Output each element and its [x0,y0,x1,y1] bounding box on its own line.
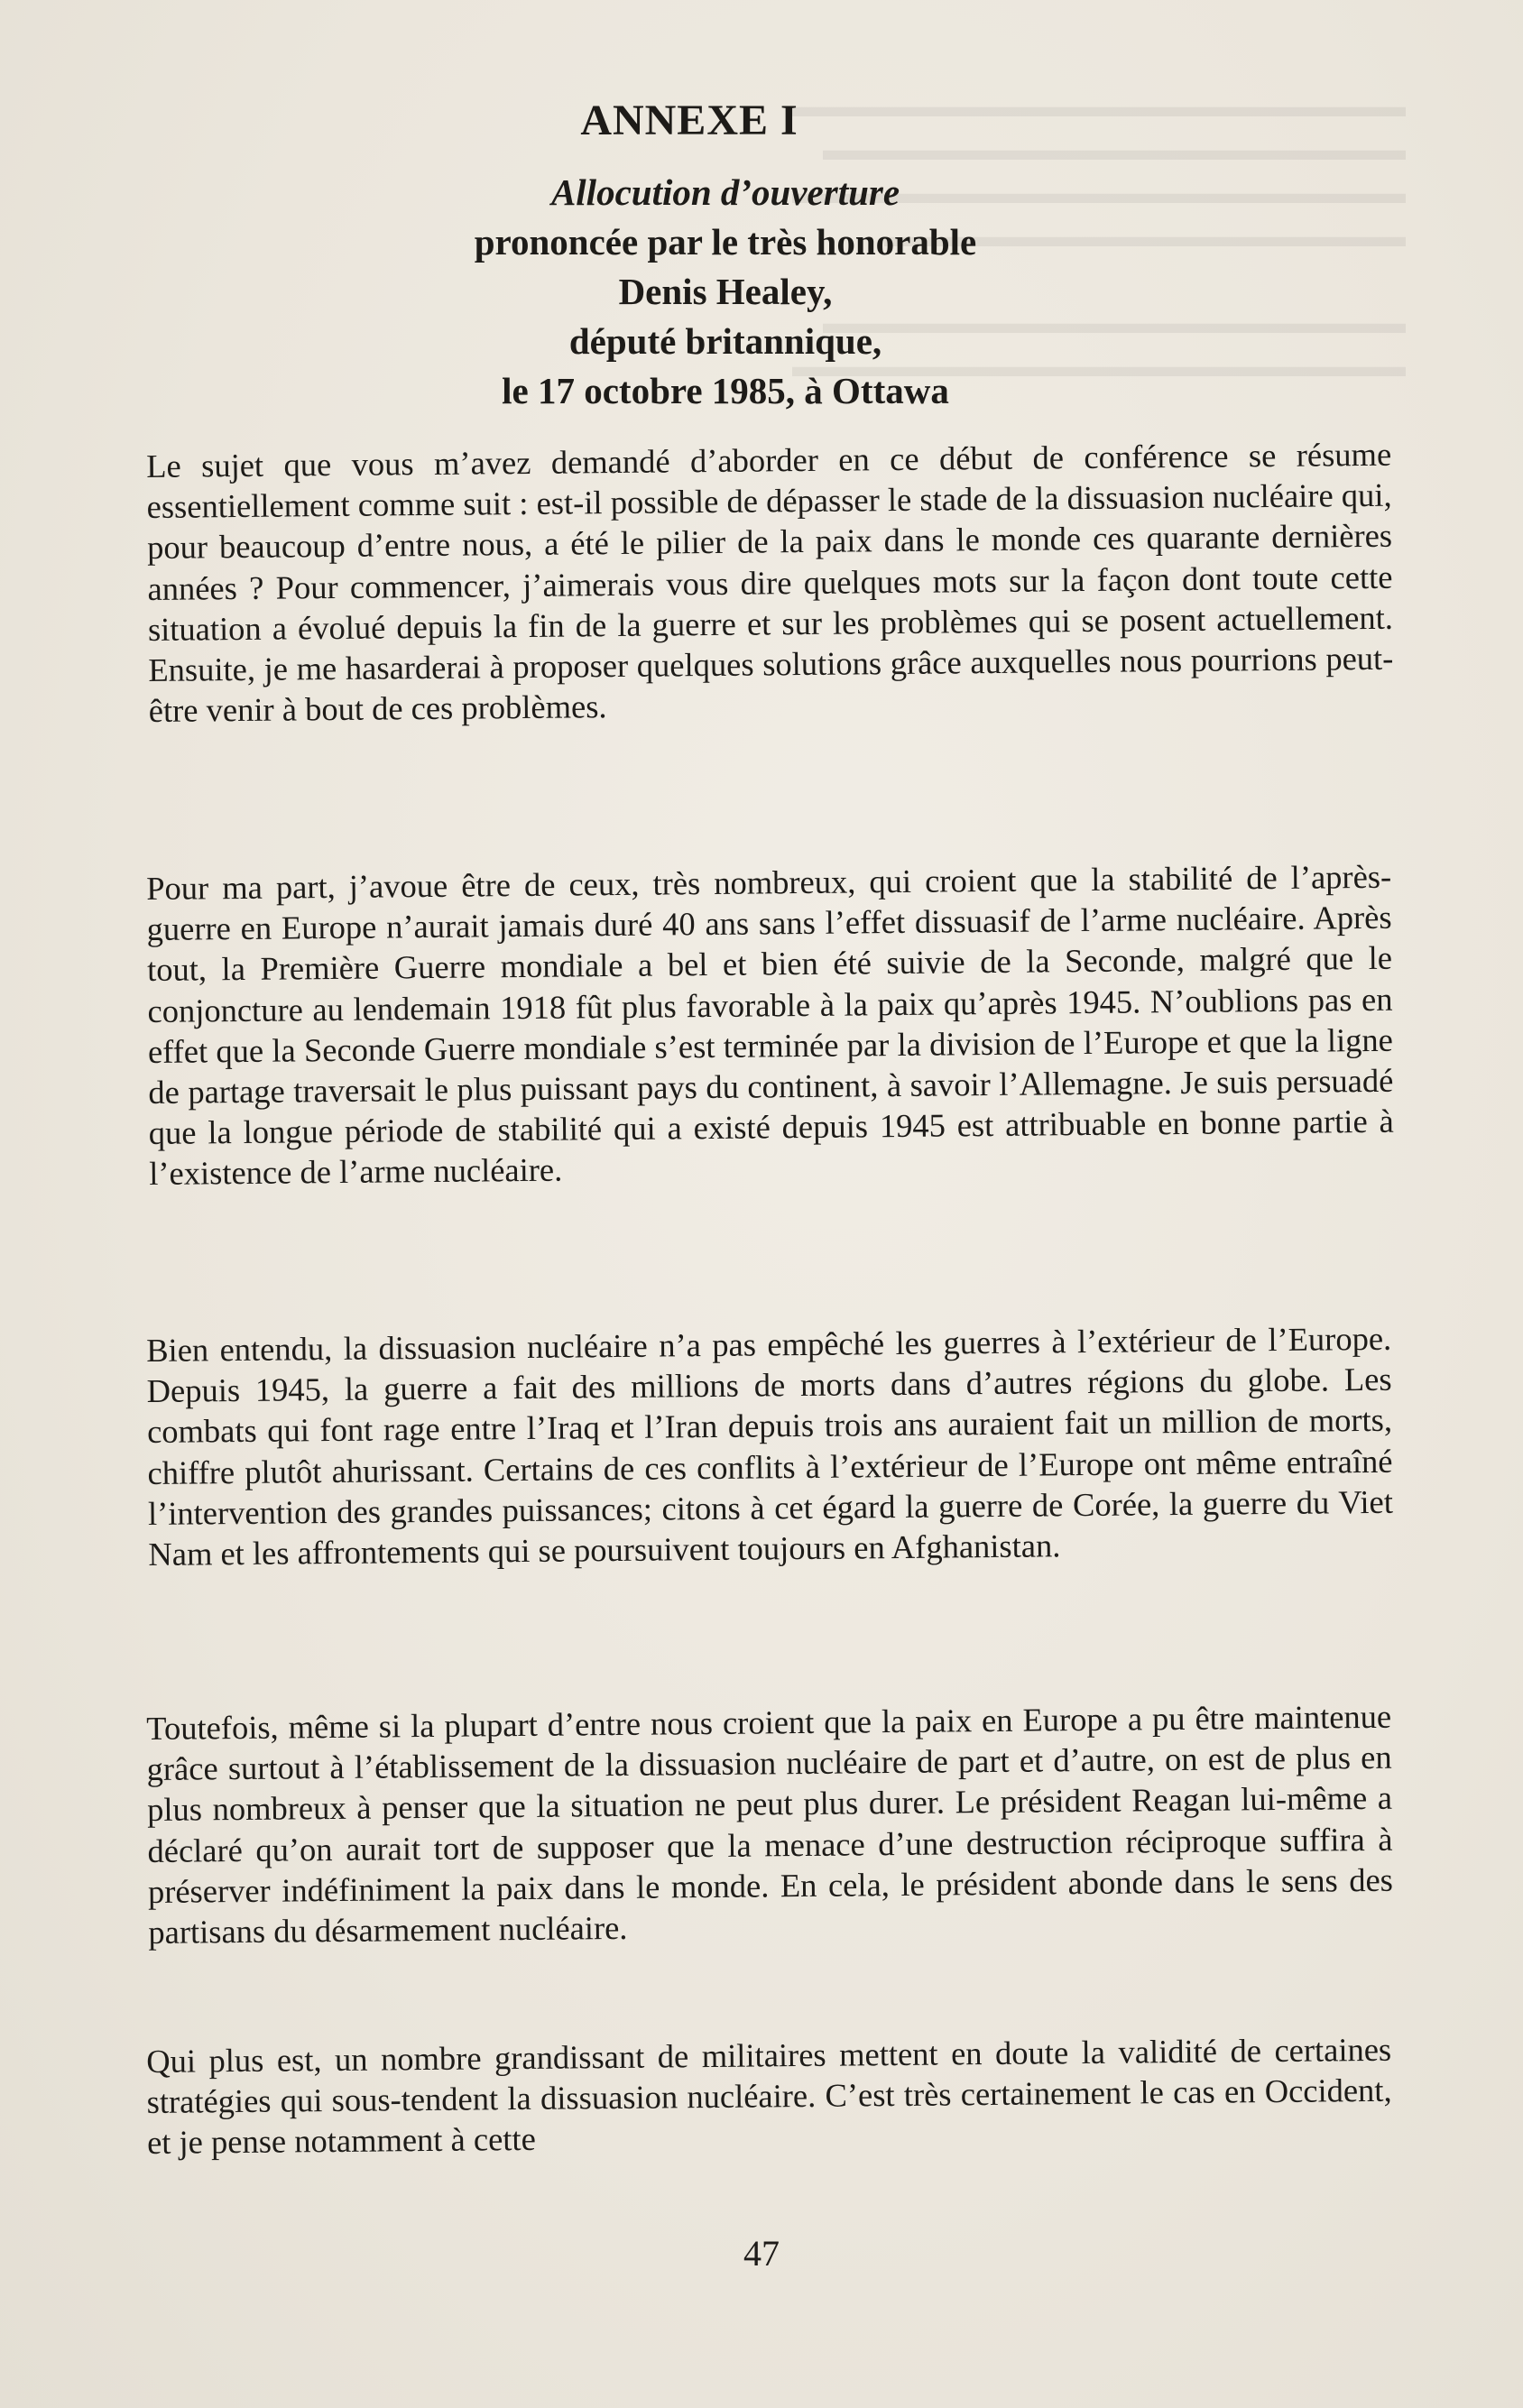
body-paragraph-4: Toutefois, même si la plupart d’entre nous croient que la paix en Europe a pu être maintenue grâce surtout à l’établissement de la dissuasion nucléaire de part et d’autre, on est de plus en plus nombreux à penser que la situation ne peut plus durer. Le président Reagan lui-même a déclaré qu’on aurait tort de supposer que la menace d’une destruction réciproque suffira à préserver indéfiniment la paix dans le monde. En cela, le président abonde dans le sens des partisans du désarmement nucléaire. [146,1697,1394,1951]
subtitle-line-2: prononcée par le très honorable [474,221,977,263]
body-paragraph-3: Bien entendu, la dissuasion nucléaire n’a pas empêché les guerres à l’extérieur de l’Europe. Depuis 1945, la guerre a fait des millions de morts dans d’autres régions du globe. Les combats qui font rage entre l’Iraq et l’Iran depuis trois ans auraient fait un million de morts, chiffre plutôt ahurissant. Certains de ces conflits à l’extérieur de l’Europe ont même entraîné l’intervention des grandes puissances; citons à cet égard la guerre de Corée, la guerre du Viet Nam et les affrontements qui se poursuivent toujours en Afghanistan. [146,1319,1394,1573]
subtitle-line-1: Allocution d’ouverture [550,171,900,213]
body-paragraph-2: Pour ma part, j’avoue être de ceux, très nombreux, qui croient que la stabilité de l’après-guerre en Europe n’aurait jamais duré 40 ans sans l’effet dissuasif de l’arme nucléaire. Après tout, la Première Guerre mondiale a bel et bien été suivie de la Seconde, malgré que le conjoncture au lendemain 1918 fût plus favorable à la paix qu’après 1945. N’oublions pas en effet que la Seconde Guerre mondiale s’est terminée par la division de l’Europe et que la ligne de partage traversait le plus puissant pays du continent, à savoir l’Allemagne. Je suis persuadé que la longue période de stabilité qui a existé depuis 1945 est attribuable en bonne partie à l’existence de l’arme nucléaire. [146,857,1394,1193]
annex-title: ANNEXE I [580,97,798,144]
body-paragraph-5: Qui plus est, un nombre grandissant de militaires mettent en doute la validité de certaines stratégies qui sous-tendent la dissuasion nucléaire. C’est très certainement le cas en Occident, et je pense notamment à cette [146,2030,1392,2162]
subtitle-line-5: le 17 octobre 1985, à Ottawa [502,370,949,411]
subtitle-line-4: député britannique, [568,320,882,362]
body-paragraph-1: Le sujet que vous m’avez demandé d’aborder en ce début de conférence se résume essentiellement comme suit : est-il possible de dépasser le stade de la dissuasion nucléaire qui, pour beaucoup d’entre nous, a été le pilier de la paix dans le monde ces quarante dernières années ? Pour commencer, j’aimerais vous dire quelques mots sur la façon dont toute cette situation a évolué depuis la fin de la guerre et sur les problèmes qui se posent actuellement. Ensuite, je me hasarderai à proposer quelques solutions grâce auxquelles nous pourrions peut-être venir à bout de ces problèmes. [146,435,1394,730]
subtitle-line-3: Denis Healey, [618,271,833,312]
speech-subtitle [0,168,1487,416]
page-number: 47 [743,2233,780,2274]
show-through-texture: ▬▬▬▬▬▬▬▬▬▬▬▬▬▬▬▬▬▬▬▬ ▬▬▬▬▬▬▬▬▬▬▬▬▬▬▬▬▬▬▬ ▬▬▬▬▬▬▬▬▬▬▬▬▬▬▬▬▬▬▬▬ ▬▬▬▬▬▬▬▬▬▬▬▬▬▬▬▬▬ ▬▬▬▬▬▬▬▬▬▬▬▬▬▬▬▬▬▬▬ ▬▬▬▬▬▬▬▬▬▬▬▬▬▬▬▬▬▬▬▬ [792,90,1406,383]
